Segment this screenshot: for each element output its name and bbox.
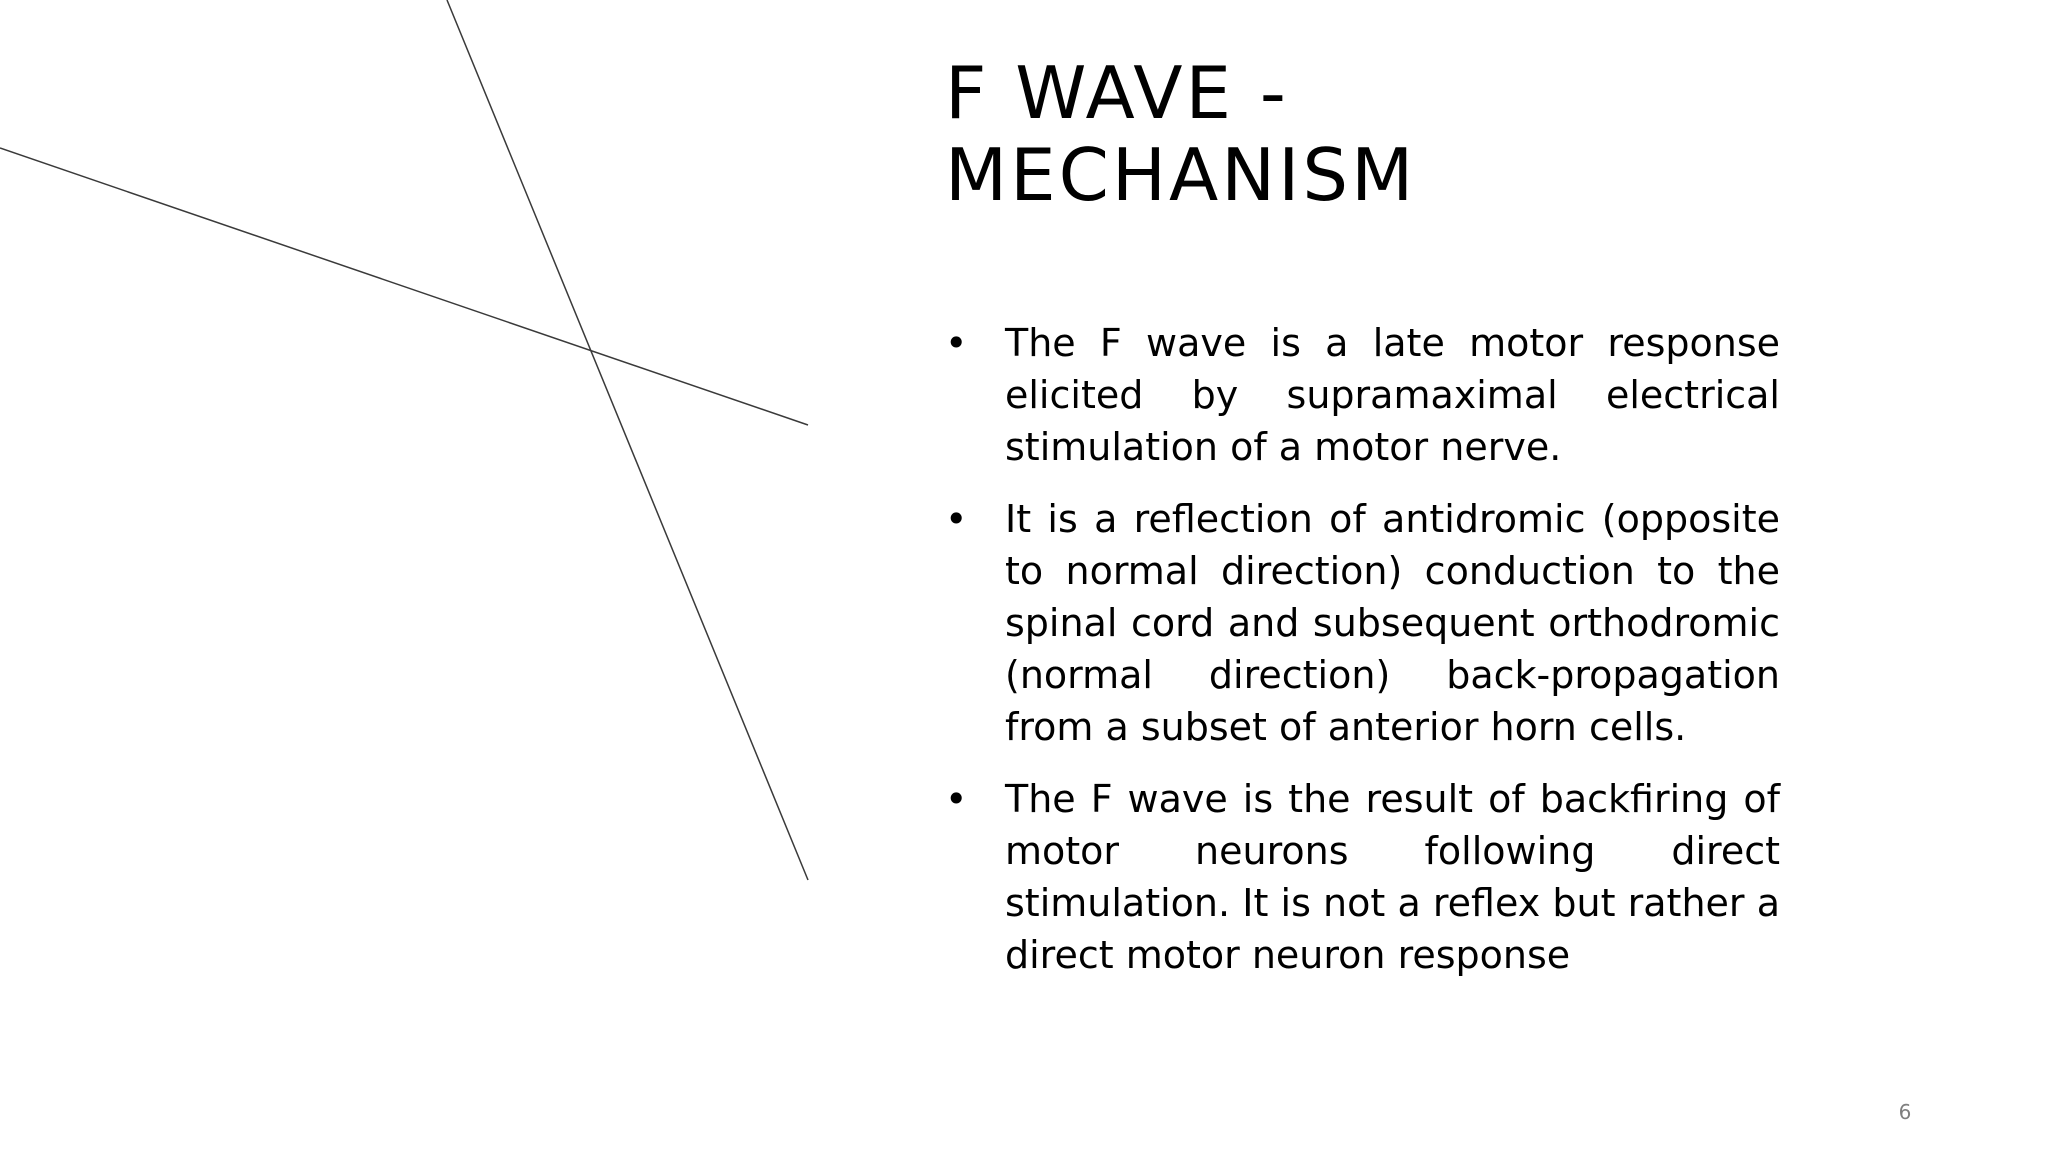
bullet-marker: • [945, 321, 968, 365]
decorative-line-steep [447, 0, 808, 880]
bullet-item [945, 773, 1780, 981]
decorative-line-shallow [0, 148, 808, 425]
bullet-list [945, 317, 1780, 1001]
bullet-marker: • [945, 777, 968, 821]
bullet-marker: • [945, 497, 968, 541]
bullet-item [945, 493, 1780, 753]
bullet-item [945, 317, 1780, 473]
bullet-text: The F wave is a late motor response elicited by supramaximal electrical stimulation of a motor nerve. [1005, 321, 1780, 469]
bullet-text: The F wave is the result of backfiring of motor neurons following direct stimulation. It is not a reflex but rather a direct motor neuron response [1005, 777, 1780, 977]
page-number: 6 [1898, 1100, 1912, 1124]
slide-title: F WAVE - MECHANISM [945, 51, 1417, 217]
bullet-text: It is a reflection of antidromic (opposite to normal direction) conduction to the spinal cord and subsequent orthodromic (normal direction) back-propagation from a subset of anterior horn cells. [1005, 497, 1780, 749]
